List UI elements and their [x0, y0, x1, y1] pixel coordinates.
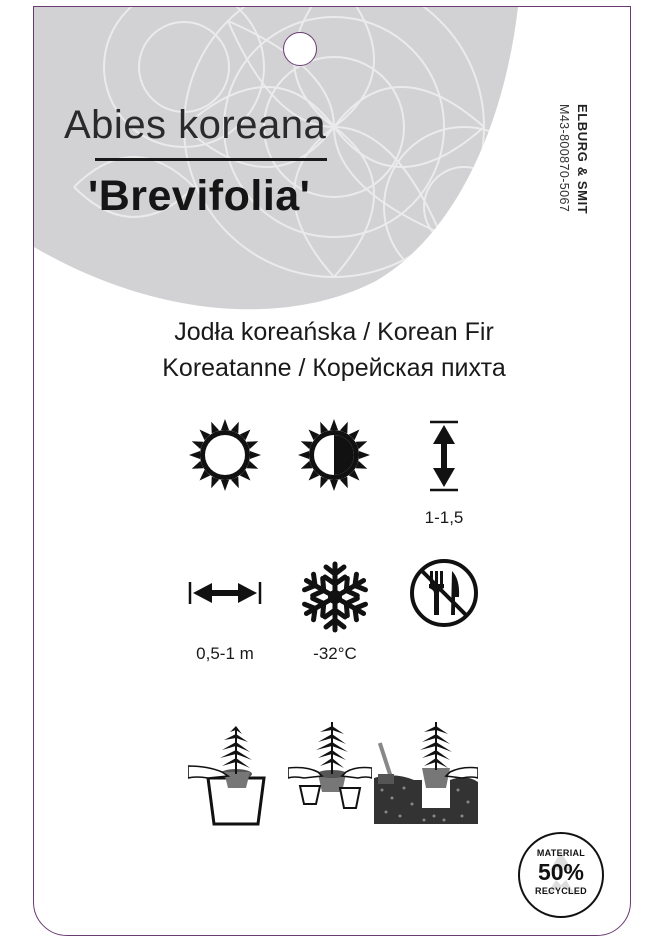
badge-top-text: MATERIAL: [536, 848, 586, 858]
width-arrow-icon: [188, 578, 262, 608]
common-names-line-1: Jodła koreańska / Korean Fir: [174, 318, 494, 346]
hang-hole: [283, 32, 317, 66]
title-divider: [95, 158, 327, 161]
cultivar-name: 'Brevifolia': [88, 172, 311, 220]
height-label: 1-1,5: [424, 508, 464, 527]
product-code: M43-800870-5067: [557, 104, 571, 213]
decorative-pattern-background: [34, 7, 631, 327]
plant-in-soil-icon: [374, 716, 478, 824]
not-edible-icon: [408, 557, 480, 629]
recycled-material-badge: [516, 830, 606, 920]
height-arrow-icon: [424, 420, 464, 492]
half-shade-icon: [297, 418, 371, 492]
badge-percent: 50%: [537, 859, 585, 885]
common-names-line-2: Koreatanne / Корейская пихта: [162, 354, 506, 382]
remove-pot-icon: [288, 716, 372, 820]
water-soak-icon: [188, 722, 280, 826]
hardiness-label: -32°C: [313, 644, 357, 663]
width-label: 0,5-1 m: [196, 644, 254, 663]
species-name: Abies koreana: [64, 103, 327, 147]
brand-name: ELBURG & SMIT: [575, 104, 590, 215]
full-sun-icon: [188, 418, 262, 492]
snowflake-icon: [298, 560, 372, 634]
badge-bottom-text: RECYCLED: [535, 886, 587, 896]
